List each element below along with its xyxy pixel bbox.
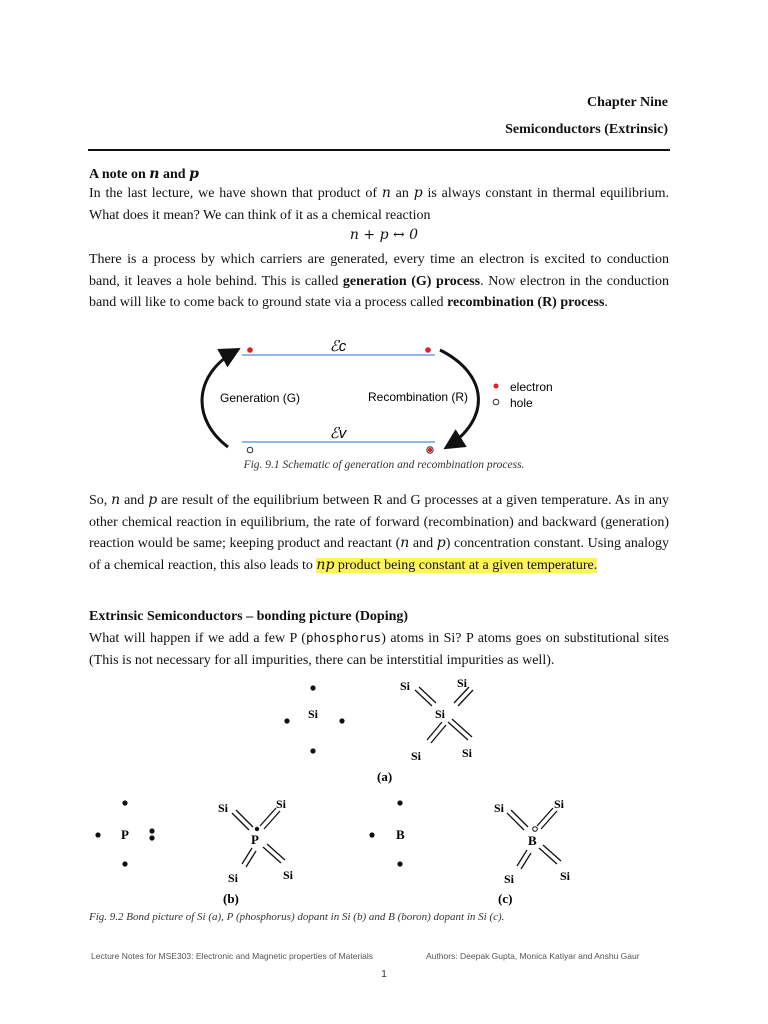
legend-electron-label: electron	[510, 380, 553, 394]
reaction-equation: n + p ↔ 0	[349, 227, 419, 243]
atom-label-b: B	[396, 827, 405, 842]
atom-label-si: Si	[283, 868, 294, 882]
valence-electron-dot	[122, 861, 127, 866]
paragraph-doping: What will happen if we add a few P (phosphorus) atoms in Si? P atoms goes on substitutional sites (This is not necessary for all impurities, there can be interstitial impurities as well).	[89, 630, 670, 668]
figure-9-2-caption: Fig. 9.2 Bond picture of Si (a), P (phosphorus) dopant in Si (b) and B (boron) dopant in Si (c).	[89, 911, 505, 923]
recombined-electron-dot	[428, 448, 432, 452]
electron-dot-right	[425, 347, 431, 353]
valence-electron-dot	[397, 861, 402, 866]
atom-label-si: Si	[457, 676, 468, 690]
atom-label-si: Si	[554, 797, 565, 811]
valence-electron-dot	[149, 828, 154, 833]
figure-label-c: (c)	[498, 891, 513, 906]
valence-electron-dot	[339, 718, 344, 723]
generation-recombination-diagram	[200, 335, 570, 460]
paragraph-generation: There is a process by which carriers are generated, every time an electron is excited to conduction band, it leaves a hole behind. This is called generation (G) process. Now electron in the conduction band will like to come back to ground state via a process called recombination (R) process.	[89, 252, 669, 310]
valence-electron-dot	[149, 835, 154, 840]
atom-label-si: Si	[411, 749, 422, 763]
atom-label-si: Si	[504, 872, 515, 886]
atom-label-p: P	[251, 832, 259, 847]
hole-dot-left	[247, 447, 253, 453]
extra-electron-dot	[255, 827, 259, 831]
valence-electron-dot	[310, 685, 315, 690]
chapter-title: Semiconductors (Extrinsic)	[505, 122, 668, 137]
recombination-label: Recombination (R)	[368, 390, 469, 404]
atom-label-si: Si	[462, 746, 473, 760]
footer-authors: Authors: Deepak Gupta, Monica Katiyar and Anshu Gaur	[426, 951, 640, 961]
atom-label-si: Si	[560, 869, 571, 883]
highlighted-statement: np product being constant at a given temperature.	[316, 556, 598, 573]
generation-label: Generation (G)	[220, 391, 301, 405]
figure-9-1-caption: Fig. 9.1 Schematic of generation and recombination process.	[243, 459, 525, 471]
section-heading-extrinsic: Extrinsic Semiconductors – bonding picture (Doping)	[89, 609, 409, 624]
valence-electron-dot	[95, 832, 100, 837]
atom-label-p: P	[121, 827, 129, 842]
chapter-label: Chapter Nine	[586, 95, 668, 110]
valence-electron-dot	[397, 800, 402, 805]
valence-electron-dot	[310, 748, 315, 753]
ev-label: ℰv	[329, 425, 347, 442]
bonding-picture-diagram	[80, 670, 700, 915]
atom-label-si: Si	[400, 679, 411, 693]
atom-label-si: Si	[435, 707, 446, 721]
hole-icon	[533, 827, 538, 832]
atom-label-si: Si	[218, 801, 229, 815]
electron-dot-left	[247, 347, 253, 353]
figure-label-b: (b)	[223, 891, 239, 906]
ec-label: ℰc	[329, 338, 347, 355]
atom-label-si: Si	[228, 871, 239, 885]
header-rule	[88, 149, 670, 151]
valence-electron-dot	[369, 832, 374, 837]
section-heading-note: A note on n and p	[89, 166, 199, 182]
figure-label-a: (a)	[377, 769, 393, 784]
page-number: 1	[381, 969, 387, 980]
paragraph-product: In the last lecture, we have shown that product of n an p is always constant in thermal equilibrium. What does it mean? We can think of it as a chemical reaction	[89, 185, 669, 223]
atom-label-si: Si	[494, 801, 505, 815]
footer-course: Lecture Notes for MSE303: Electronic and Magnetic properties of Materials	[91, 951, 374, 961]
valence-electron-dot	[122, 800, 127, 805]
legend-hole-label: hole	[510, 396, 533, 410]
legend-hole-icon	[493, 399, 499, 405]
valence-electron-dot	[284, 718, 289, 723]
atom-label-si: Si	[276, 797, 287, 811]
atom-label-si: Si	[308, 707, 319, 721]
atom-label-b: B	[528, 833, 537, 848]
paragraph-equilibrium: So, n and p are result of the equilibrium between R and G processes at a given temperature. As in any other chemical reaction in equilibrium, the rate of forward (recombination) and backward (generation) reaction would be same; keeping product and reactant (n and p) concentration constant. Using analogy of a chemical reaction, this also leads to np product being constant at a given temperature.	[89, 492, 669, 573]
legend-electron-icon	[494, 384, 499, 389]
